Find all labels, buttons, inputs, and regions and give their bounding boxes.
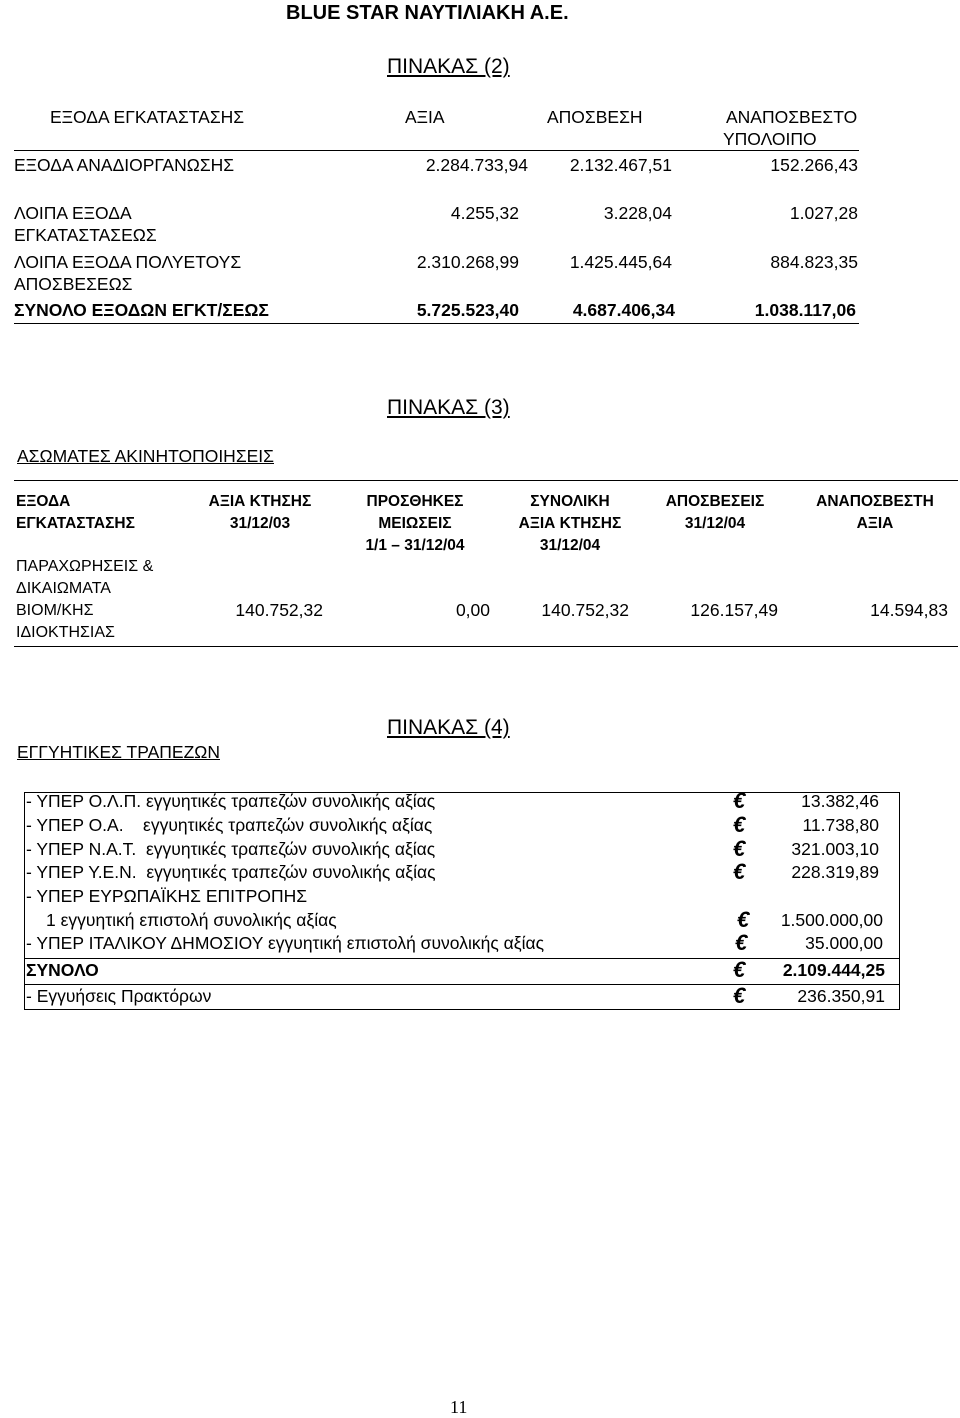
guarantee-eu-title: - ΥΠΕΡ ΕΥΡΩΠΑΪΚΗΣ ΕΠΙΤΡΟΠΗΣ <box>26 886 308 906</box>
guarantee-eu-amount: 1.500.000,00 <box>780 910 883 930</box>
table2-header-remaining-2: ΥΠΟΛΟΙΠΟ <box>723 129 817 149</box>
table4-left-rule <box>24 792 25 1010</box>
table2-header-depreciation: ΑΠΟΣΒΕΣΗ <box>547 107 643 127</box>
table2-row-remaining: 1.027,28 <box>789 203 858 223</box>
guarantee-row-text: - ΥΠΕΡ Ο.Λ.Π. εγγυητικές τραπεζών συνολικής αξίας <box>26 791 436 811</box>
table2-bottom-rule <box>14 323 859 324</box>
table3-row-label <box>16 556 153 644</box>
page-number: 11 <box>450 1397 468 1417</box>
table3-header-additions-line2: ΜΕΙΩΣΕΙΣ <box>378 515 452 532</box>
table3-header-additions-line1: ΠΡΟΣΘΗΚΕΣ <box>366 493 464 510</box>
euro-icon: € <box>733 812 746 837</box>
table3-row-label-line2: ΔΙΚΑΙΩΜΑΤΑ <box>16 580 111 597</box>
table2-row-depreciation: 2.132.467,51 <box>569 155 672 175</box>
euro-icon: € <box>737 907 750 932</box>
table2-row-value: 4.255,32 <box>450 203 519 223</box>
guarantee-italy-text: - ΥΠΕΡ ΙΤΑΛΙΚΟΥ ΔΗΜΟΣΙΟΥ εγγυητική επιστολή συνολικής αξίας <box>26 933 545 953</box>
table2-row-value: 2.310.268,99 <box>416 252 519 272</box>
table2-total-label: ΣΥΝΟΛΟ ΕΞΟΔΩΝ ΕΓΚΤ/ΣΕΩΣ <box>14 300 269 320</box>
table2-header-value: ΑΞΙΑ <box>405 107 445 127</box>
table2-total-depreciation: 4.687.406,34 <box>572 300 675 320</box>
guarantee-eu-text: 1 εγγυητική επιστολή συνολικής αξίας <box>46 910 337 930</box>
table2-header-remaining-1: ΑΝΑΠΟΣΒΕΣΤΟ <box>726 107 858 127</box>
company-title: BLUE STAR ΝΑΥΤΙΛΙΑΚΗ Α.Ε. <box>286 2 569 24</box>
table3-header-depreciation <box>645 491 785 535</box>
euro-icon: € <box>733 788 746 813</box>
table2-title: ΠΙΝΑΚΑΣ (2) <box>387 55 510 78</box>
table2-row-depreciation: 1.425.445,64 <box>569 252 672 272</box>
table3-header-net <box>800 491 950 535</box>
table2-row-remaining: 884.823,35 <box>770 252 858 272</box>
table3-title: ΠΙΝΑΚΑΣ (3) <box>387 396 510 419</box>
table4-section-title: ΕΓΓΥΗΤΙΚΕΣ ΤΡΑΠΕΖΩΝ <box>17 742 220 762</box>
table3-row-additions: 0,00 <box>455 600 490 620</box>
table3-row-label-line4: ΙΔΙΟΚΤΗΣΙΑΣ <box>16 624 115 641</box>
table3-header-depreciation-line1: ΑΠΟΣΒΕΣΕΙΣ <box>665 493 765 510</box>
guarantee-agents-amount: 236.350,91 <box>797 986 885 1006</box>
table3-header-col0-line1: ΕΞΟΔΑ <box>16 493 71 510</box>
guarantee-row-amount: 228.319,89 <box>791 862 879 882</box>
table2-row-value: 2.284.733,94 <box>425 155 528 175</box>
table3-header-acq-value-line2: 31/12/03 <box>229 515 291 532</box>
table4-bottom-rule <box>24 1009 900 1010</box>
table2-row-label: ΛΟΙΠΑ ΕΞΟΔΑ <box>14 203 132 223</box>
table3-row-net: 14.594,83 <box>870 600 948 620</box>
table3-row-label-line3: ΒΙΟΜ/ΚΗΣ <box>16 602 94 619</box>
table4-title: ΠΙΝΑΚΑΣ (4) <box>387 716 510 739</box>
guarantee-row-text: - ΥΠΕΡ Ν.Α.Τ. εγγυητικές τραπεζών συνολικής αξίας <box>26 839 436 859</box>
table3-header-acq-value <box>190 491 330 535</box>
guarantee-row-amount: 13.382,46 <box>801 791 879 811</box>
table2-header-rule <box>14 150 859 151</box>
table2-row-depreciation: 3.228,04 <box>603 203 672 223</box>
table3-row-depreciation: 126.157,49 <box>690 600 778 620</box>
euro-icon: € <box>733 957 746 982</box>
table4-right-rule <box>899 792 900 1010</box>
table3-header-net-line1: ΑΝΑΠΟΣΒΕΣΤΗ <box>816 493 934 510</box>
table4-rule-before-total <box>24 958 900 959</box>
guarantee-row-text: - ΥΠΕΡ Ο.Α. εγγυητικές τραπεζών συνολικής αξίας <box>26 815 433 835</box>
guarantee-agents-label: - Εγγυήσεις Πρακτόρων <box>26 986 212 1006</box>
table3-header-col0 <box>16 491 135 535</box>
guarantee-total-amount: 2.109.444,25 <box>782 960 885 980</box>
table2-row-label-cont: ΑΠΟΣΒΕΣΕΩΣ <box>14 274 133 294</box>
table2-row-remaining: 152.266,43 <box>770 155 858 175</box>
guarantee-italy-amount: 35.000,00 <box>805 933 883 953</box>
table3-header-net-line2: ΑΞΙΑ <box>856 515 894 532</box>
table3-row-total-acq: 140.752,32 <box>541 600 629 620</box>
guarantee-row-amount: 11.738,80 <box>802 815 879 835</box>
table3-section-title: ΑΣΩΜΑΤΕΣ ΑΚΙΝΗΤΟΠΟΙΗΣΕΙΣ <box>17 446 274 466</box>
euro-icon: € <box>733 859 746 884</box>
table2-row-label: ΛΟΙΠΑ ΕΞΟΔΑ ΠΟΛΥΕΤΟΥΣ <box>14 252 242 272</box>
table2-total-value: 5.725.523,40 <box>416 300 519 320</box>
table3-top-rule <box>14 480 958 481</box>
table2-row-label-cont: ΕΓΚΑΤΑΣΤΑΣΕΩΣ <box>14 225 157 245</box>
table3-header-total-acq-line2: ΑΞΙΑ ΚΤΗΣΗΣ <box>518 515 622 532</box>
table2-header-col0: ΕΞΟΔΑ ΕΓΚΑΤΑΣΤΑΣΗΣ <box>50 107 245 127</box>
euro-icon: € <box>733 836 746 861</box>
guarantee-total-label: ΣΥΝΟΛΟ <box>26 960 99 980</box>
table3-row-label-line1: ΠΑΡΑΧΩΡΗΣΕΙΣ & <box>16 558 154 575</box>
table3-header-additions-line3: 1/1 – 31/12/04 <box>365 537 465 554</box>
table3-header-total-acq-line3: 31/12/04 <box>539 537 601 554</box>
table3-header-depreciation-line2: 31/12/04 <box>684 515 746 532</box>
table2-row-label: ΕΞΟΔΑ ΑΝΑΔΙΟΡΓΑΝΩΣΗΣ <box>14 155 235 175</box>
table3-header-total-acq <box>500 491 640 557</box>
guarantee-row-text: - ΥΠΕΡ Υ.Ε.Ν. εγγυητικές τραπεζών συνολικής αξίας <box>26 862 436 882</box>
table3-header-additions <box>345 491 485 557</box>
euro-icon: € <box>735 930 748 955</box>
guarantee-row-amount: 321.003,10 <box>791 839 879 859</box>
table3-row-acq-value: 140.752,32 <box>235 600 323 620</box>
table3-header-total-acq-line1: ΣΥΝΟΛΙΚΗ <box>530 493 610 510</box>
table2-total-remaining: 1.038.117,06 <box>754 300 856 320</box>
table3-header-acq-value-line1: ΑΞΙΑ ΚΤΗΣΗΣ <box>208 493 312 510</box>
table3-header-col0-line2: ΕΓΚΑΤΑΣΤΑΣΗΣ <box>16 515 135 532</box>
table3-bottom-rule <box>14 646 958 647</box>
euro-icon: € <box>733 983 746 1008</box>
